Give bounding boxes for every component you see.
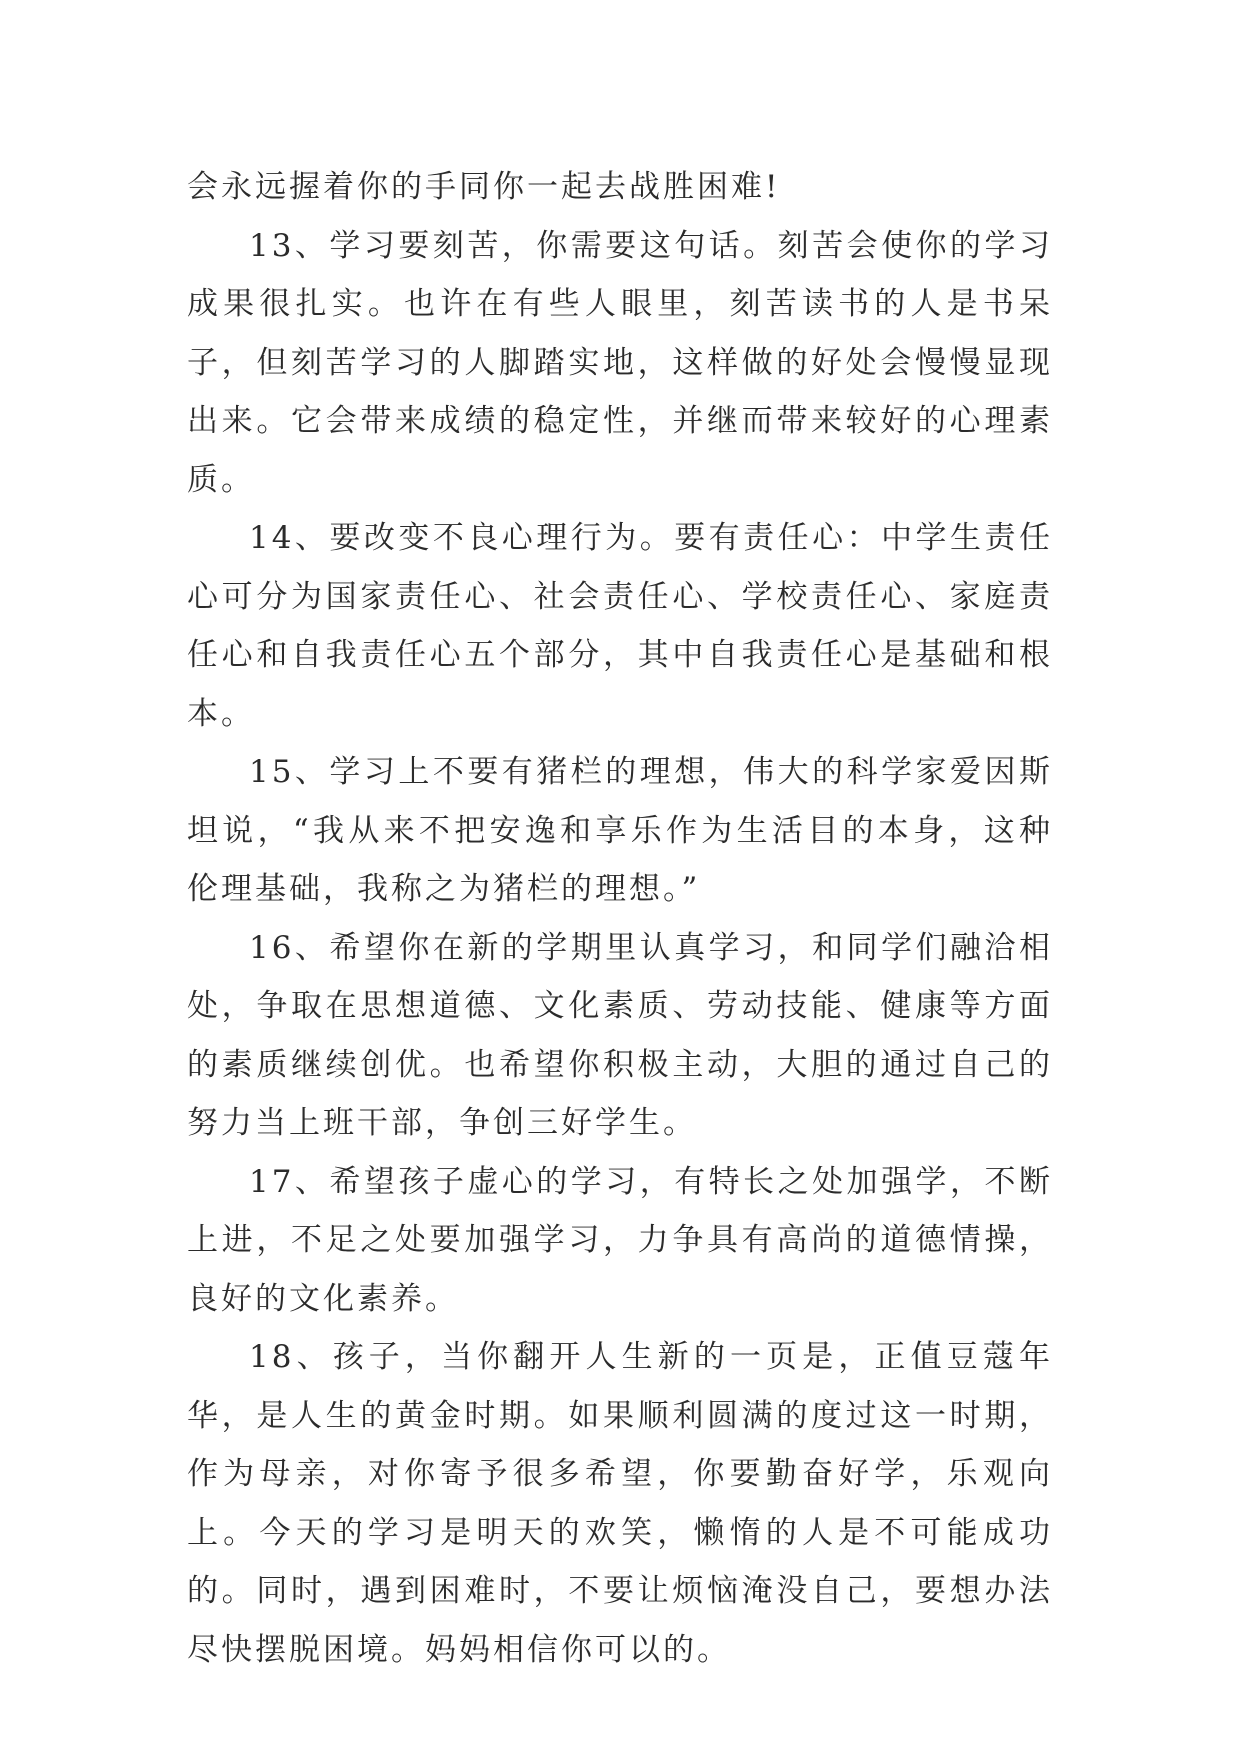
- paragraph-15: 15、学习上不要有猪栏的理想，伟大的科学家爱因斯坦说，“我从来不把安逸和享乐作为生活目的本身，这种伦理基础，我称之为猪栏的理想。”: [187, 754, 1053, 907]
- paragraph-continuation: 会永远握着你的手同你一起去战胜困难!: [187, 169, 781, 205]
- paragraph-13: 13、学习要刻苦，你需要这句话。刻苦会使你的学习成果很扎实。也许在有些人眼里，刻苦读书的人是书呆子，但刻苦学习的人脚踏实地，这样做的好处会慢慢显现出来。它会带来成绩的稳定性，并继而带来较好的心理素质。: [187, 227, 1053, 498]
- paragraph-16: 16、希望你在新的学期里认真学习，和同学们融洽相处，争取在思想道德、文化素质、劳动技能、健康等方面的素质继续创优。也希望你积极主动，大胆的通过自己的努力当上班干部，争创三好学生。: [187, 929, 1053, 1141]
- document-body: [187, 158, 1053, 1679]
- paragraph-18: 18、孩子，当你翻开人生新的一页是，正值豆蔻年华，是人生的黄金时期。如果顺利圆满的度过这一时期，作为母亲，对你寄予很多希望，你要勤奋好学，乐观向上。今天的学习是明天的欢笑，懒惰的人是不可能成功的。同时，遇到困难时，不要让烦恼淹没自己，要想办法尽快摆脱困境。妈妈相信你可以的。: [187, 1339, 1053, 1668]
- paragraph-14: 14、要改变不良心理行为。要有责任心：中学生责任心可分为国家责任心、社会责任心、学校责任心、家庭责任心和自我责任心五个部分，其中自我责任心是基础和根本。: [187, 520, 1053, 732]
- paragraph-17: 17、希望孩子虚心的学习，有特长之处加强学，不断上进，不足之处要加强学习，力争具有高尚的道德情操，良好的文化素养。: [187, 1163, 1053, 1317]
